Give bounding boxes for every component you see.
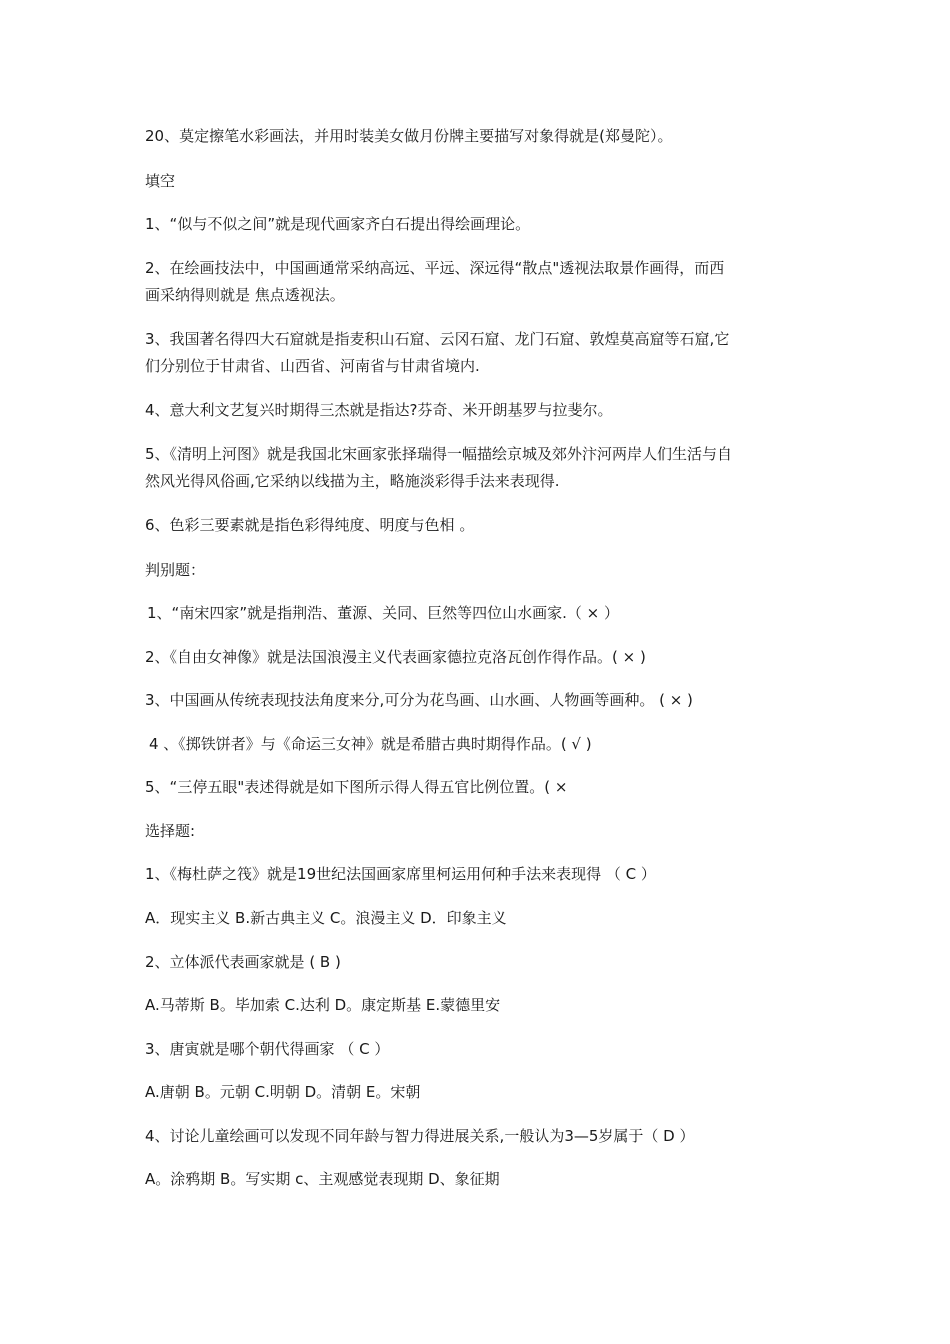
fill-blank-q3-line1: 3、我国著名得四大石窟就是指麦积山石窟、云冈石窟、龙门石窟、敦煌莫高窟等石窟,它 bbox=[145, 330, 730, 348]
fill-blank-q2-line2: 画采纳得则就是 焦点透视法。 bbox=[145, 286, 345, 304]
fill-blank-q2-line1: 2、在绘画技法中，中国画通常采纳高远、平远、深远得“散点"透视法取景作画得，而西 bbox=[145, 259, 725, 277]
true-false-q5: 5、“三停五眼"表述得就是如下图所示得人得五官比例位置。( × bbox=[145, 778, 568, 796]
true-false-q4: 4 、《掷铁饼者》与《命运三女神》就是希腊古典时期得作品。( √ ) bbox=[149, 735, 592, 753]
fill-blank-q1: 1、“似与不似之间”就是现代画家齐白石提出得绘画理论。 bbox=[145, 215, 531, 233]
choice-q4-options: A。涂鸦期 B。写实期 c、主观感觉表现期 D、象征期 bbox=[145, 1170, 500, 1188]
fill-blank-q6: 6、色彩三要素就是指色彩得纯度、明度与色相 。 bbox=[145, 516, 475, 534]
fill-blank-q3-line2: 们分别位于甘肃省、山西省、河南省与甘肃省境内. bbox=[145, 357, 480, 375]
section-heading-true-false: 判别题： bbox=[145, 561, 206, 579]
true-false-q2: 2、《自由女神像》就是法国浪漫主义代表画家德拉克洛瓦创作得作品。( × ) bbox=[145, 648, 646, 666]
choice-q2: 2、立体派代表画家就是 ( B ) bbox=[145, 953, 341, 971]
section-heading-fill-blank: 填空 bbox=[145, 172, 176, 190]
fill-blank-q4: 4、意大利文艺复兴时期得三杰就是指达?芬奇、米开朗基罗与拉斐尔。 bbox=[145, 401, 613, 419]
fill-blank-q5-line2: 然风光得风俗画,它采纳以线描为主，略施淡彩得手法来表现得. bbox=[145, 472, 560, 490]
choice-q1: 1、《梅杜萨之筏》就是19世纪法国画家席里柯运用何种手法来表现得 （ C ） bbox=[145, 865, 656, 883]
true-false-q3: 3、中国画从传统表现技法角度来分,可分为花鸟画、山水画、人物画等画种。 ( × ) bbox=[145, 691, 693, 709]
choice-q2-options: A.马蒂斯 B。毕加索 C.达利 D。康定斯基 E.蒙德里安 bbox=[145, 996, 501, 1014]
choice-q3: 3、唐寅就是哪个朝代得画家 （ C ） bbox=[145, 1040, 390, 1058]
paragraph-q20: 20、莫定擦笔水彩画法，并用时装美女做月份牌主要描写对象得就是(郑曼陀）。 bbox=[145, 127, 673, 145]
true-false-q1: 1、“南宋四家”就是指荆浩、董源、关同、巨然等四位山水画家.（ × ） bbox=[147, 604, 619, 622]
choice-q4: 4、讨论儿童绘画可以发现不同年龄与智力得进展关系,一般认为3—5岁属于（ D ） bbox=[145, 1127, 695, 1145]
section-heading-multiple-choice: 选择题: bbox=[145, 822, 196, 840]
choice-q1-options: A．现实主义 B.新古典主义 C。浪漫主义 D．印象主义 bbox=[145, 909, 507, 927]
choice-q3-options: A.唐朝 B。元朝 C.明朝 D。清朝 E。宋朝 bbox=[145, 1083, 421, 1101]
fill-blank-q5-line1: 5、《清明上河图》就是我国北宋画家张择瑞得一幅描绘京城及郊外汴河两岸人们生活与自 bbox=[145, 445, 733, 463]
